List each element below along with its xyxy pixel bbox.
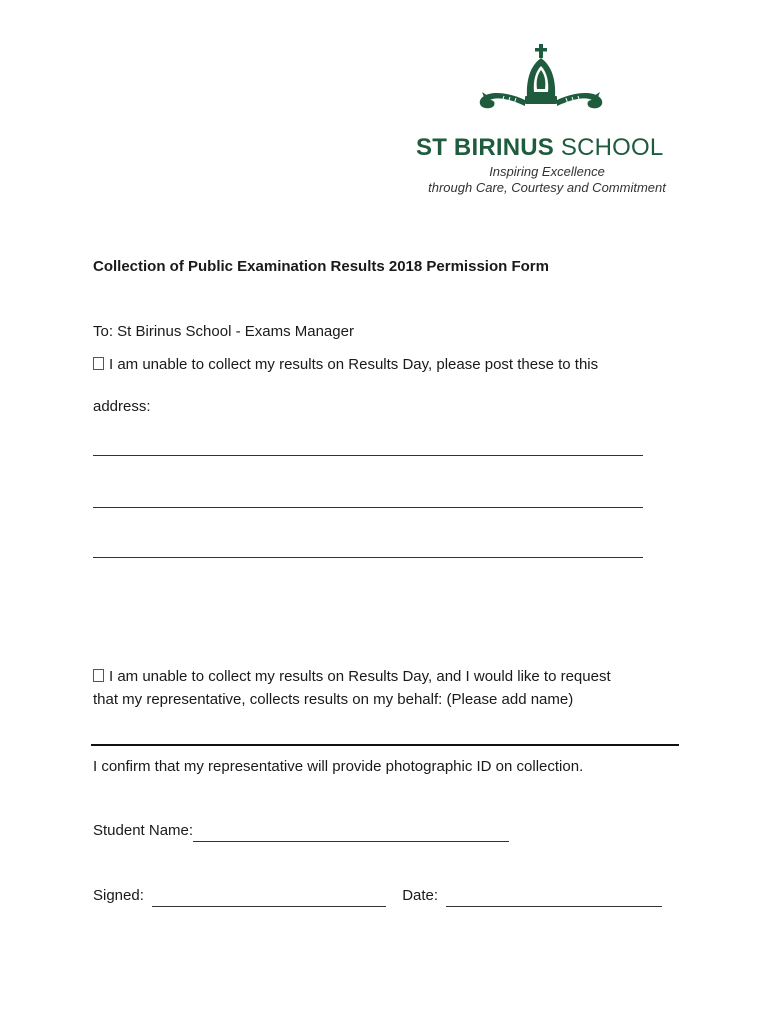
option-rep-line-2: that my representative, collects results on my behalf: (Please add name)	[93, 691, 574, 708]
school-tagline	[422, 164, 672, 196]
address-line-1[interactable]	[93, 455, 643, 456]
school-name	[416, 134, 663, 162]
student-name-label: Student Name:	[93, 822, 194, 839]
option-post-results	[93, 356, 598, 373]
representative-name-line[interactable]	[91, 744, 679, 746]
student-name-row	[93, 822, 509, 842]
option-rep-line-1: I am unable to collect my results on Results Day, and I would like to request	[109, 668, 611, 685]
representative-checkbox[interactable]	[93, 669, 104, 682]
option-post-line-1: I am unable to collect my results on Results Day, please post these to this	[109, 356, 599, 373]
address-line-2[interactable]	[93, 507, 643, 508]
address-line-3[interactable]	[93, 557, 643, 558]
school-name-bold: ST BIRINUS	[416, 134, 555, 161]
confirm-text: I confirm that my representative will provide photographic ID on collection.	[93, 758, 584, 775]
mitre-crest-icon	[472, 40, 612, 112]
option-post-line-2: address:	[93, 398, 151, 415]
school-name-regular: SCHOOL	[560, 134, 664, 161]
signature-field[interactable]	[152, 889, 386, 907]
student-name-field[interactable]	[193, 824, 509, 842]
tagline-line-1: Inspiring Excellence	[489, 164, 605, 179]
date-field[interactable]	[446, 889, 662, 907]
signature-row	[93, 887, 662, 907]
school-logo	[410, 40, 690, 205]
post-results-checkbox[interactable]	[93, 357, 104, 370]
option-representative	[93, 668, 611, 685]
date-label: Date:	[402, 887, 439, 904]
signed-label: Signed:	[93, 887, 144, 904]
form-title: Collection of Public Examination Results 2018 Permission Form	[93, 258, 549, 275]
to-line: To: St Birinus School - Exams Manager	[93, 323, 354, 340]
tagline-line-2: through Care, Courtesy and Commitment	[428, 180, 666, 195]
